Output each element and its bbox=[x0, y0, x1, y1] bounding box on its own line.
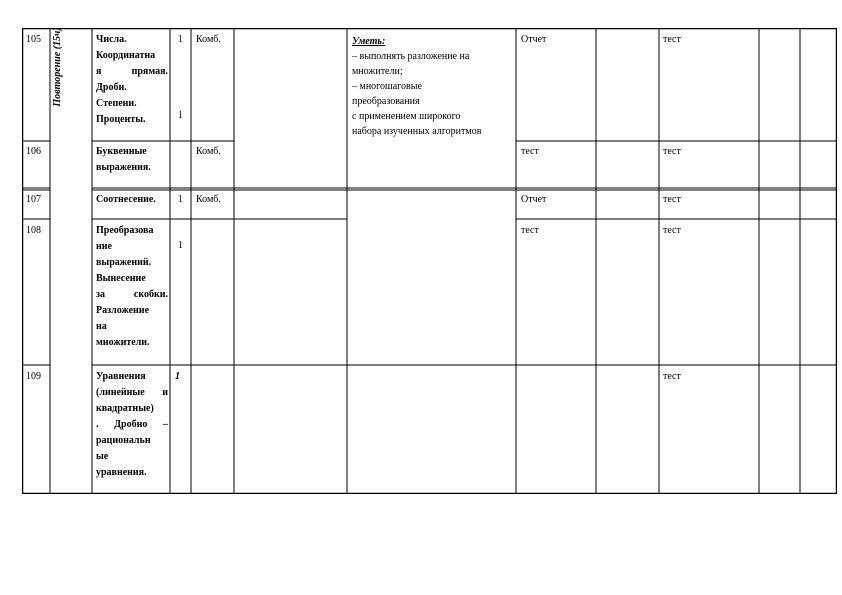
test-cell: тест bbox=[663, 146, 681, 157]
row-number: 106 bbox=[26, 146, 41, 157]
topic-cell: Соотнесение. bbox=[96, 194, 156, 205]
control-form: тест bbox=[521, 146, 539, 157]
test-cell: тест bbox=[663, 34, 681, 45]
hours-cell: 1 bbox=[178, 110, 183, 121]
hours-cell: 1 bbox=[178, 240, 183, 251]
skill-line: множители; bbox=[352, 66, 403, 77]
skill-line: – многошаговые bbox=[352, 81, 422, 92]
control-form: Отчет bbox=[521, 34, 547, 45]
skill-line: с применением широкого bbox=[352, 111, 461, 122]
row-number: 107 bbox=[26, 194, 41, 205]
control-form: тест bbox=[521, 225, 539, 236]
hours-cell: 1 bbox=[178, 194, 183, 205]
test-cell: тест bbox=[663, 194, 681, 205]
skill-line: – выполнять разложение на bbox=[352, 51, 470, 62]
row-number: 108 bbox=[26, 225, 41, 236]
test-cell: тест bbox=[663, 371, 681, 382]
skills-title: Уметь: bbox=[352, 36, 386, 47]
topic-cell: Преобразова ние выражений. Вынесение за скобки. Разложение на множители. bbox=[96, 225, 168, 348]
row-number: 109 bbox=[26, 371, 41, 382]
skills-cell bbox=[352, 34, 512, 139]
test-cell: тест bbox=[663, 225, 681, 236]
control-form: Отчет bbox=[521, 194, 547, 205]
topic-cell: Буквенные выражения. bbox=[96, 146, 151, 173]
lesson-plan-table bbox=[22, 28, 837, 494]
hours-cell: 1 bbox=[175, 371, 180, 382]
lesson-type: Комб. bbox=[196, 34, 221, 45]
hours-cell: 1 bbox=[178, 34, 183, 45]
row-number: 105 bbox=[26, 34, 41, 45]
topic-cell: Уравнения (линейные и квадратные) . Дробно – рациональн ые уравнения. bbox=[96, 371, 168, 478]
lesson-type: Комб. bbox=[196, 194, 221, 205]
lesson-type: Комб. bbox=[196, 146, 221, 157]
skill-line: преобразования bbox=[352, 96, 420, 107]
topic-cell: Числа. Координатна я прямая. Дроби. Степени. Проценты. bbox=[96, 34, 168, 125]
skill-line: набора изученных алгоритмов bbox=[352, 126, 482, 137]
section-label: Повторение (15ч) bbox=[52, 27, 63, 107]
